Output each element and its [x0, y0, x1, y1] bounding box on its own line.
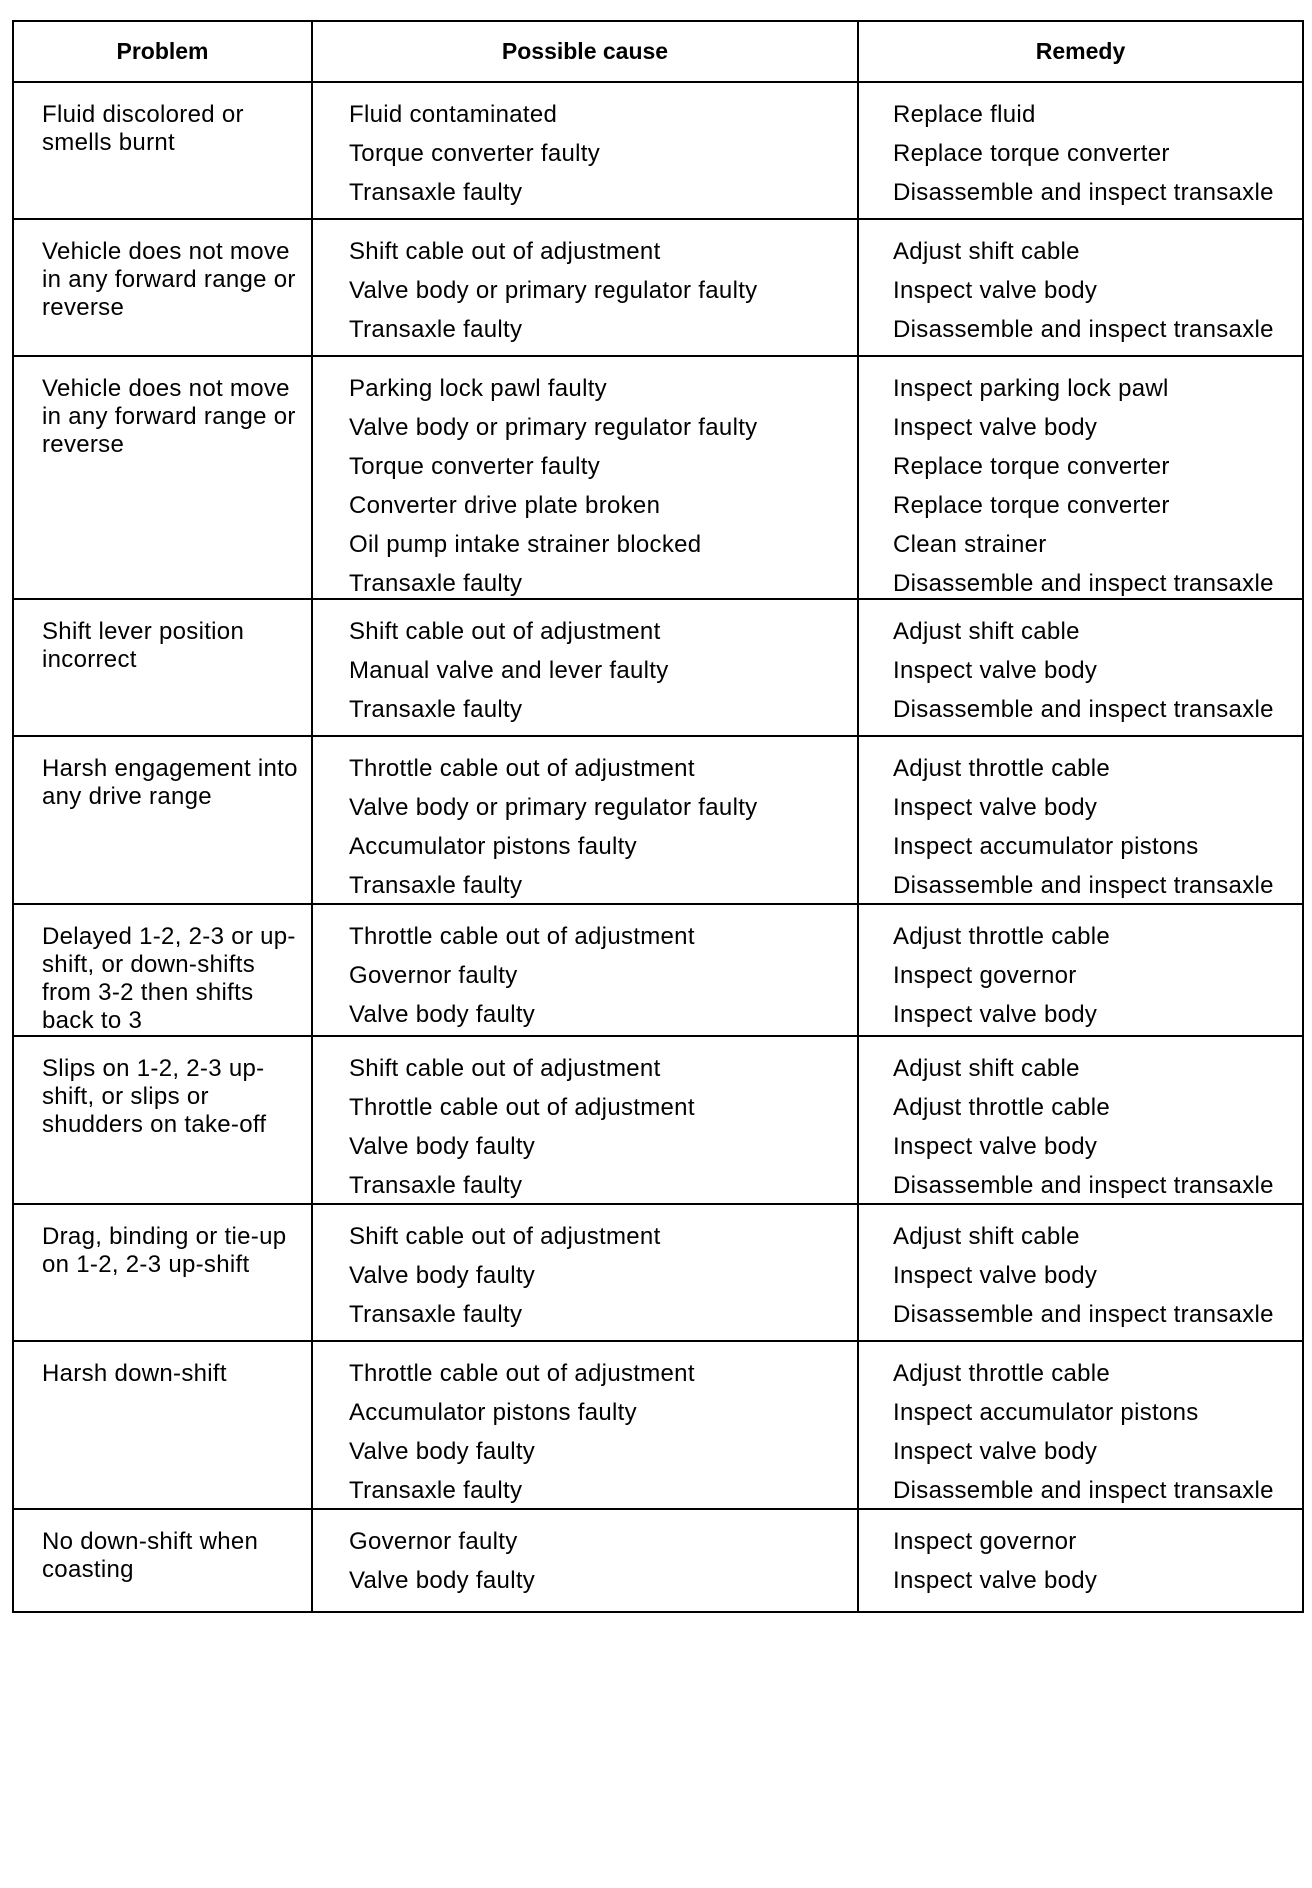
header-problem: Problem: [13, 21, 312, 82]
remedy-item: Replace torque converter: [893, 453, 1170, 480]
table-row: [13, 356, 1303, 599]
table-row: [13, 1204, 1303, 1341]
cause-item: Oil pump intake strainer blocked: [349, 531, 702, 558]
cause-item: Valve body or primary regulator faulty: [349, 414, 758, 441]
cause-item: Shift cable out of adjustment: [349, 618, 661, 645]
possible-cause-cell: [312, 219, 858, 356]
problem-cell: Vehicle does not move in any forward range or reverse: [13, 356, 312, 599]
cause-item: Throttle cable out of adjustment: [349, 1094, 695, 1121]
cause-item: Accumulator pistons faulty: [349, 1399, 637, 1426]
header-possible-cause: Possible cause: [312, 21, 858, 82]
problem-cell: Drag, binding or tie-up on 1-2, 2-3 up-shift: [13, 1204, 312, 1341]
problem-cell: Slips on 1-2, 2-3 up-shift, or slips or shudders on take-off: [13, 1036, 312, 1204]
table-row: [13, 219, 1303, 356]
cause-item: Converter drive plate broken: [349, 492, 661, 519]
cause-item: Shift cable out of adjustment: [349, 238, 661, 265]
table-row: [13, 1509, 1303, 1612]
table-row: [13, 1341, 1303, 1509]
cause-item: Governor faulty: [349, 1528, 518, 1555]
remedy-item: Disassemble and inspect transaxle: [893, 179, 1274, 206]
possible-cause-cell: [312, 1204, 858, 1341]
cause-item: Valve body faulty: [349, 1001, 536, 1028]
problem-cell: Delayed 1-2, 2-3 or up-shift, or down-shifts from 3-2 then shifts back to 3: [13, 904, 312, 1036]
possible-cause-cell: [312, 356, 858, 599]
remedy-item: Adjust throttle cable: [893, 1094, 1111, 1121]
cause-item: Valve body faulty: [349, 1567, 536, 1594]
remedy-item: Inspect accumulator pistons: [893, 1399, 1199, 1426]
remedy-item: Disassemble and inspect transaxle: [893, 696, 1274, 723]
header-row: [13, 21, 1303, 82]
cause-item: Throttle cable out of adjustment: [349, 1360, 695, 1387]
remedy-item: Inspect valve body: [893, 794, 1098, 821]
remedy-item: Disassemble and inspect transaxle: [893, 570, 1274, 597]
cause-item: Transaxle faulty: [349, 1172, 523, 1199]
remedy-item: Replace torque converter: [893, 140, 1170, 167]
remedy-item: Adjust shift cable: [893, 618, 1080, 645]
cause-item: Transaxle faulty: [349, 316, 523, 343]
remedy-item: Inspect accumulator pistons: [893, 833, 1199, 860]
remedy-item: Inspect parking lock pawl: [893, 375, 1169, 402]
cause-item: Transaxle faulty: [349, 1477, 523, 1504]
remedy-item: Adjust shift cable: [893, 1055, 1080, 1082]
cause-item: Parking lock pawl faulty: [349, 375, 607, 402]
remedy-item: Inspect valve body: [893, 1001, 1098, 1028]
problem-cell: No down-shift when coasting: [13, 1509, 312, 1612]
remedy-item: Adjust throttle cable: [893, 923, 1111, 950]
remedy-item: Inspect valve body: [893, 414, 1098, 441]
remedy-item: Inspect valve body: [893, 1262, 1098, 1289]
remedy-item: Disassemble and inspect transaxle: [893, 872, 1274, 899]
remedy-item: Replace fluid: [893, 101, 1036, 128]
possible-cause-cell: [312, 736, 858, 904]
problem-cell: Vehicle does not move in any forward range or reverse: [13, 219, 312, 356]
cause-item: Torque converter faulty: [349, 140, 601, 167]
remedy-item: Inspect valve body: [893, 657, 1098, 684]
cause-item: Valve body faulty: [349, 1438, 536, 1465]
cause-item: Transaxle faulty: [349, 1301, 523, 1328]
remedy-cell: [858, 1036, 1303, 1204]
remedy-cell: [858, 1341, 1303, 1509]
cause-item: Throttle cable out of adjustment: [349, 923, 695, 950]
cause-item: Fluid contaminated: [349, 101, 558, 128]
possible-cause-cell: [312, 904, 858, 1036]
remedy-cell: [858, 356, 1303, 599]
remedy-cell: [858, 219, 1303, 356]
remedy-item: Inspect valve body: [893, 1133, 1098, 1160]
cause-item: Throttle cable out of adjustment: [349, 755, 695, 782]
possible-cause-cell: [312, 599, 858, 736]
table-row: [13, 599, 1303, 736]
remedy-item: Inspect valve body: [893, 1438, 1098, 1465]
remedy-cell: [858, 599, 1303, 736]
table-row: [13, 904, 1303, 1036]
remedy-item: Disassemble and inspect transaxle: [893, 1172, 1274, 1199]
remedy-item: Inspect governor: [893, 1528, 1077, 1555]
problem-cell: Shift lever position incorrect: [13, 599, 312, 736]
possible-cause-cell: [312, 1036, 858, 1204]
cause-item: Transaxle faulty: [349, 696, 523, 723]
cause-item: Transaxle faulty: [349, 570, 523, 597]
cause-item: Shift cable out of adjustment: [349, 1223, 661, 1250]
remedy-item: Adjust shift cable: [893, 1223, 1080, 1250]
problem-cell: Harsh down-shift: [13, 1341, 312, 1509]
cause-item: Manual valve and lever faulty: [349, 657, 669, 684]
troubleshooting-table: [12, 20, 1304, 1613]
table-body: [13, 82, 1303, 1612]
table-header: [13, 21, 1303, 82]
remedy-item: Adjust throttle cable: [893, 755, 1111, 782]
remedy-item: Disassemble and inspect transaxle: [893, 1477, 1274, 1504]
cause-item: Transaxle faulty: [349, 872, 523, 899]
remedy-item: Inspect valve body: [893, 277, 1098, 304]
problem-cell: Fluid discolored or smells burnt: [13, 82, 312, 219]
table-row: [13, 1036, 1303, 1204]
remedy-item: Clean strainer: [893, 531, 1047, 558]
remedy-item: Replace torque converter: [893, 492, 1170, 519]
remedy-cell: [858, 1204, 1303, 1341]
remedy-cell: [858, 904, 1303, 1036]
remedy-item: Inspect governor: [893, 962, 1077, 989]
header-remedy: Remedy: [858, 21, 1303, 82]
remedy-item: Adjust shift cable: [893, 238, 1080, 265]
cause-item: Valve body or primary regulator faulty: [349, 794, 758, 821]
problem-cell: Harsh engagement into any drive range: [13, 736, 312, 904]
remedy-item: Disassemble and inspect transaxle: [893, 1301, 1274, 1328]
table-row: [13, 736, 1303, 904]
remedy-item: Adjust throttle cable: [893, 1360, 1111, 1387]
cause-item: Valve body faulty: [349, 1262, 536, 1289]
possible-cause-cell: [312, 1509, 858, 1612]
table-row: [13, 82, 1303, 219]
remedy-cell: [858, 82, 1303, 219]
cause-item: Governor faulty: [349, 962, 518, 989]
possible-cause-cell: [312, 82, 858, 219]
remedy-cell: [858, 736, 1303, 904]
cause-item: Transaxle faulty: [349, 179, 523, 206]
cause-item: Accumulator pistons faulty: [349, 833, 637, 860]
cause-item: Torque converter faulty: [349, 453, 601, 480]
remedy-item: Inspect valve body: [893, 1567, 1098, 1594]
remedy-item: Disassemble and inspect transaxle: [893, 316, 1274, 343]
cause-item: Valve body or primary regulator faulty: [349, 277, 758, 304]
remedy-cell: [858, 1509, 1303, 1612]
cause-item: Valve body faulty: [349, 1133, 536, 1160]
cause-item: Shift cable out of adjustment: [349, 1055, 661, 1082]
possible-cause-cell: [312, 1341, 858, 1509]
